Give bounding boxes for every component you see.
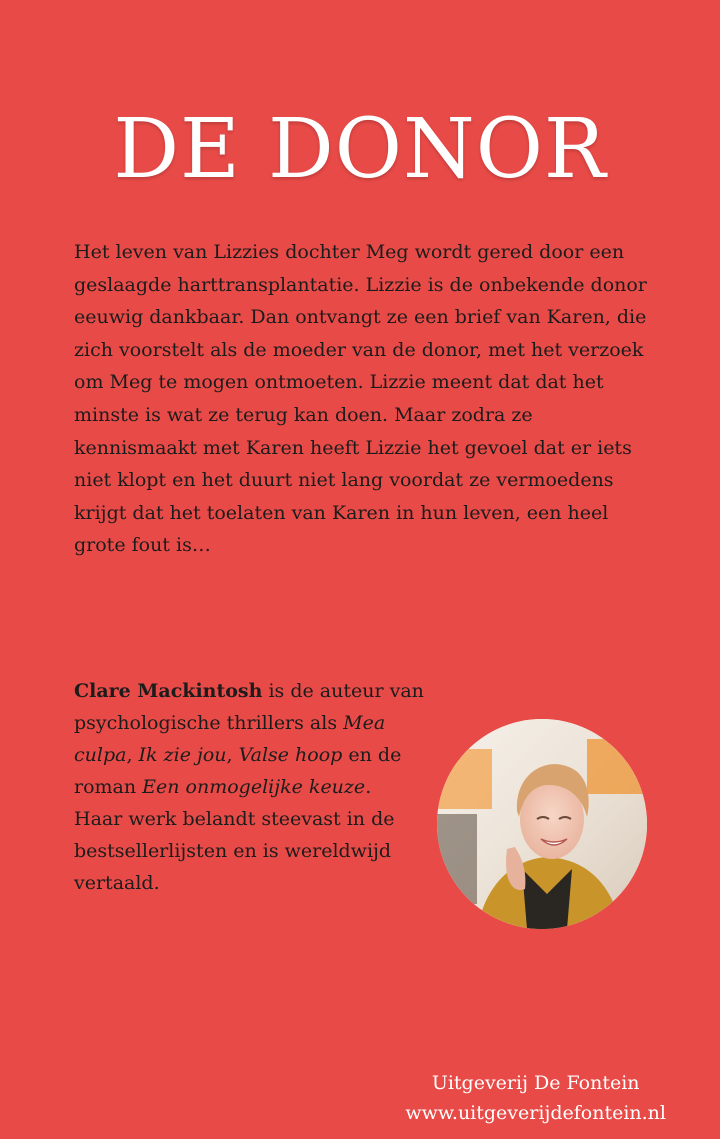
book-blurb: Het leven van Lizzies dochter Meg wordt gered door een geslaagde harttransplantatie. Lizzie is de onbekende donor eeuwig dankbaar. Dan ontvangt ze een brief van Karen, die zich voorstelt als de moeder van de donor, met het verzoek om Meg te mogen ontmoeten. Lizzie meent dat dat het minste is wat ze terug kan doen. Maar zodra ze kennismaakt met Karen heeft Lizzie het gevoel dat er iets niet klopt en het duurt niet lang voordat ze vermoedens krijgt dat het toelaten van Karen in hun leven, een heel grote fout is… bbox=[74, 241, 647, 557]
bio-mid-text: en de roman bbox=[74, 744, 402, 798]
bio-separator: , bbox=[226, 744, 239, 766]
author-name: Clare Mackintosh bbox=[74, 680, 263, 702]
book-title-valse-hoop: Valse hoop bbox=[238, 744, 343, 766]
book-title-ik-zie-jou: Ik zie jou bbox=[138, 744, 227, 766]
bio-separator: , bbox=[126, 744, 139, 766]
book-title-mea-culpa: Mea culpa bbox=[74, 712, 386, 766]
publisher-info bbox=[405, 1068, 666, 1128]
bio-separator: . bbox=[365, 776, 372, 798]
book-title: DE DONOR bbox=[113, 102, 607, 197]
publisher-name: Uitgeverij De Fontein bbox=[431, 1072, 640, 1094]
bio-end-text: Haar werk belandt steevast in de bestsellerlijsten en is wereldwijd vertaald. bbox=[74, 808, 395, 894]
book-title-een-onmogelijke-keuze: Een onmogelijke keuze bbox=[142, 776, 366, 798]
author-portrait-illustration bbox=[437, 719, 647, 929]
author-portrait-photo bbox=[437, 719, 647, 929]
author-bio bbox=[74, 675, 444, 899]
publisher-url[interactable]: www.uitgeverijdefontein.nl bbox=[405, 1102, 666, 1124]
bio-intro-text: is de auteur van psychologische thrillers als bbox=[74, 680, 424, 734]
